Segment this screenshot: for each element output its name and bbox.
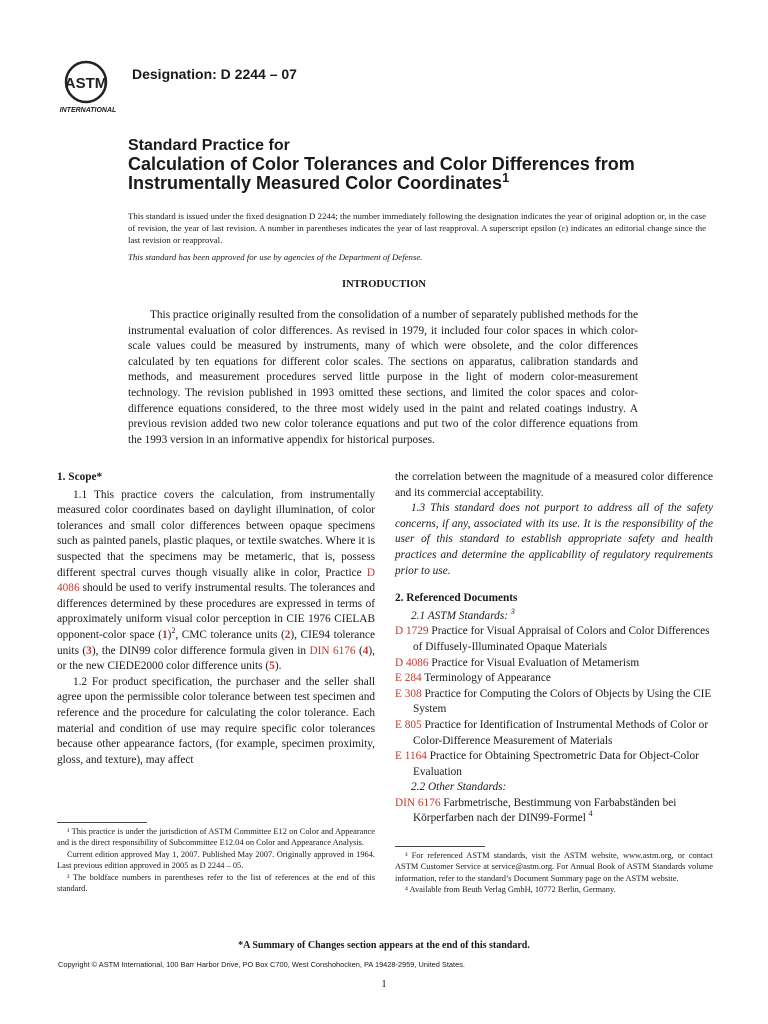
link-din6176[interactable]: DIN 6176 (309, 644, 356, 657)
astm-logo (58, 58, 124, 116)
astm-standard-item (395, 656, 713, 672)
footnote-3: ³ For referenced ASTM standards, visit the ASTM website, www.astm.org, or contact ASTM Customer Service at service@astm.org. For Annual Book of ASTM Standards volume information, refer to the standard’s Document Summary page on the ASTM website. (395, 851, 713, 883)
ref-number-5[interactable]: 5 (269, 660, 275, 673)
footnote-2: ² The boldface numbers in parentheses refer to the list of references at the end of this standard. (57, 872, 375, 894)
svg-text:ASTM: ASTM (64, 75, 108, 92)
ref-number-2[interactable]: 2 (284, 628, 291, 641)
title-line-2: Calculation of Color Tolerances and Color Differences from (128, 154, 635, 174)
other-standards-list (395, 796, 713, 827)
other-standard-footnote-marker: 4 (588, 809, 593, 819)
astm-standard-code-link[interactable]: E 805 (395, 718, 422, 731)
astm-standard-item (395, 749, 713, 780)
scope-paragraph-1-1: 1.1 This practice covers the calculation, from instrumentally measured color coordinates based on daylight illumination, of color tolerances and small color differences between opaque specimens such as painted panels, plastic plaques, or textile swatches. Where it is suspected that the specimens may be metameric, that is, possess different spectral curves though visually alike in color, Practice D 4086 should be used to verify instrumental results. The tolerances and differences determined by these procedures are expressed in terms of approximately uniform visual color perception in CIE 1976 CIELAB opponent-color space $(1)^2$, CMC tolerance units (2), CIE94 tolerance units (3), the DIN99 color difference formula given in DIN 6176 (4), or the new CIEDE2000 color difference units (5). (57, 488, 376, 673)
footnotes-right (395, 850, 713, 896)
scope-paragraph-1-2: 1.2 For product specification, the purchaser and the seller shall agree upon the permissible color tolerance between test specimen and reference and the procedure for calculating the color tolerance. Each material and condition of use may require specific color tolerances because other appearance factors, (for example, specimen proximity, gloss, and texture), may affect (57, 675, 375, 766)
footnotes-left (57, 826, 375, 894)
astm-standard-title: Practice for Computing the Colors of Objects by Using the CIE System (413, 687, 712, 716)
scope-heading: 1. Scope* (57, 471, 103, 483)
astm-standard-item (395, 687, 713, 718)
astm-standard-item (395, 624, 713, 655)
svg-text:INTERNATIONAL: INTERNATIONAL (59, 107, 117, 114)
astm-standard-code-link[interactable]: E 284 (395, 672, 422, 685)
copyright-notice: Copyright © ASTM International, 100 Barr Harbor Drive, PO Box C700, West Conshohocken, PA 19428-2959, United States. (58, 960, 465, 969)
astm-standard-title: Practice for Visual Evaluation of Metamerism (431, 656, 640, 669)
footnote-1: ¹ This practice is under the jurisdiction of ASTM Committee E12 on Color and Appearance and is the direct responsibility of Subcommittee E12.04 on Color and Appearance Analysis. (57, 827, 375, 848)
astm-standards-heading: 2.1 ASTM Standards: $^3$ (411, 606, 515, 622)
ref-number-3[interactable]: 3 (86, 644, 92, 657)
other-standard-title: Farbmetrische, Bestimmung von Farbabständen bei Körperfarben nach der DIN99-Formel (413, 796, 677, 825)
astm-standard-title: Practice for Identification of Instrumental Methods of Color or Color-Difference Measurement of Materials (413, 718, 709, 747)
other-standard-code-link[interactable]: DIN 6176 (395, 796, 441, 809)
introduction-body: This practice originally resulted from the consolidation of a number of separately published methods for the instrumental evaluation of color differences. As revised in 1979, it included four color spaces in which color-scale values could be measured by instruments, many of which were obsolete, and the color differences calculated by ten equations for different color scales. The sections on apparatus, calibration standards and methods, and measurement procedures served little purpose in the light of modern color-measurement technology. The revision published in 1993 omitted these sections, and limited the color spaces and color-difference equations considered, to the three most widely used in the paint and related coatings industry. A previous revision added two new color tolerance equations and put two of the color difference equations from the 1993 version in an informative appendix for historical purposes. (128, 309, 638, 446)
issuance-note: This standard is issued under the fixed designation D 2244; the number immediately following the designation indicates the year of original adoption or, in the case of revision, the year of last revision. A number in parentheses indicates the year of last reapproval. A superscript epsilon (ε) indicates an editorial change since the last revision or reapproval. (128, 211, 706, 245)
ref-number-4[interactable]: 4 (362, 644, 369, 657)
title-footnote-marker: 1 (502, 171, 510, 185)
astm-standard-code-link[interactable]: E 308 (395, 687, 422, 700)
footnote-rule-left (57, 822, 147, 823)
link-d4086[interactable]: D 4086 (57, 566, 375, 595)
introduction-heading: INTRODUCTION (341, 279, 426, 290)
astm-standard-code-link[interactable]: E 1164 (395, 750, 427, 763)
ref-number-1[interactable]: 1 (162, 628, 168, 641)
astm-standard-code-link[interactable]: D 4086 (395, 656, 429, 669)
astm-standards-list (395, 624, 713, 780)
designation: Designation: D 2244 – 07 (132, 66, 297, 82)
scope-paragraph-1-3: 1.3 This standard does not purport to address all of the safety concerns, if any, associated with its use. It is the responsibility of the user of this standard to establish appropriate safety and health practices and determine the applicability of regulatory requirements prior to use. (395, 502, 713, 577)
astm-standard-title: Practice for Visual Appraisal of Colors and Color Differences of Diffusely-Illuminated Opaque Materials (413, 625, 710, 653)
title-line-1: Standard Practice for (128, 137, 290, 154)
title-line-3: Instrumentally Measured Color Coordinates$^1$ (128, 171, 510, 193)
scope-paragraph-1-2-continued: the correlation between the magnitude of a measured color difference and its commercial acceptability. (395, 471, 713, 499)
right-column (395, 470, 713, 827)
astm-standard-item (395, 671, 713, 687)
referenced-documents-heading: 2. Referenced Documents (395, 592, 518, 605)
footnote-1-edition: Current edition approved May 1, 2007. Published May 2007. Originally approved in 1964. Last previous edition approved in 2005 as D 2244 – 05. (57, 849, 375, 871)
approval-note: This standard has been approved for use by agencies of the Department of Defense. (128, 252, 423, 262)
astm-standard-code-link[interactable]: D 1729 (395, 625, 429, 638)
astm-standard-item (395, 718, 713, 749)
other-standards-heading: 2.2 Other Standards: (411, 781, 507, 794)
summary-of-changes-note: *A Summary of Changes section appears at the end of this standard. (238, 940, 530, 951)
footnote-rule-right (395, 846, 485, 847)
astm-standard-title: Terminology of Appearance (424, 672, 551, 685)
document-title (128, 136, 688, 193)
left-column (57, 470, 375, 768)
other-standard-item (395, 796, 713, 827)
page-number: 1 (381, 978, 387, 990)
astm-standard-title: Practice for Obtaining Spectrometric Data for Object-Color Evaluation (413, 750, 699, 778)
footnote-4: ⁴ Available from Beuth Verlag GmbH, 10772 Berlin, Germany. (405, 885, 616, 895)
